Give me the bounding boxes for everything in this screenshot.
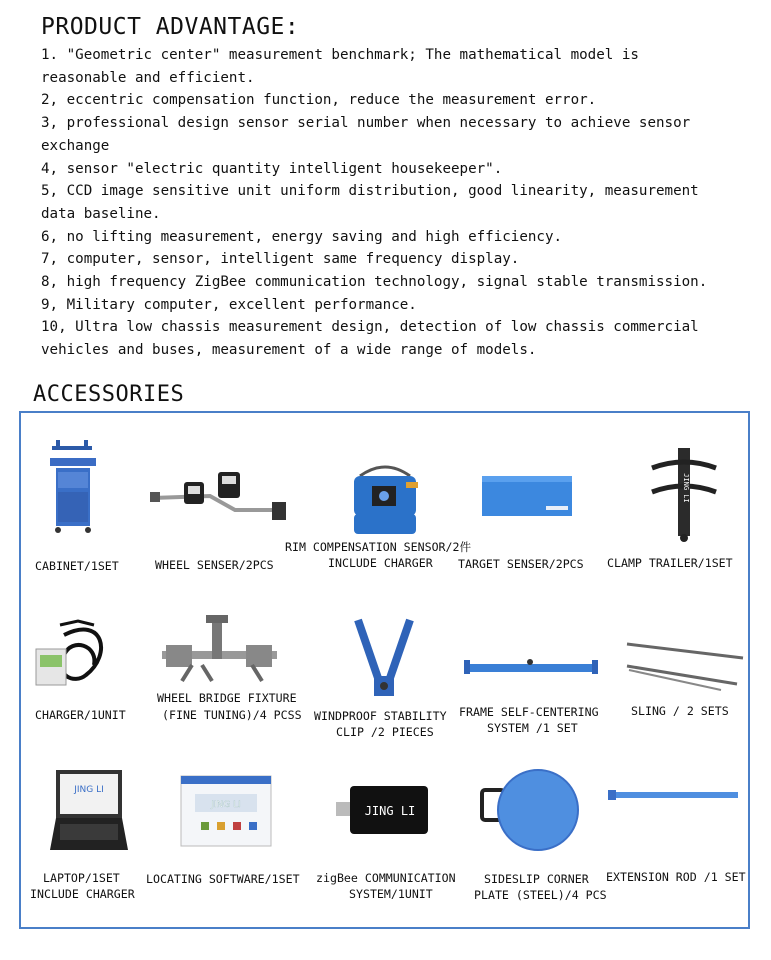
advantage-line: 6, no lifting measurement, energy saving and high efficiency. <box>41 228 563 245</box>
windproof-clip-label-1: WINDPROOF STABILITY <box>314 709 447 723</box>
windproof-clip-image <box>352 618 416 700</box>
target-sensor-label: TARGET SENSER/2PCS <box>458 557 584 571</box>
cabinet-label: CABINET/1SET <box>35 559 119 573</box>
frame-self-centering-label-2: SYSTEM /1 SET <box>487 721 578 735</box>
sideslip-plate-label-1: SIDESLIP CORNER <box>484 872 589 886</box>
rim-compensation-sensor-image <box>350 462 420 538</box>
laptop-brand-text: JING LI <box>74 785 104 795</box>
sling-image <box>625 640 745 692</box>
advantage-line: 7, computer, sensor, intelligent same frequency display. <box>41 251 520 268</box>
clamp-trailer-label: CLAMP TRAILER/1SET <box>607 556 733 570</box>
advantage-line: 9, Military computer, excellent performance. <box>41 296 417 313</box>
zigbee-brand-text: JING LI <box>364 804 416 818</box>
sideslip-plate-image <box>482 768 580 852</box>
locating-software-label: LOCATING SOFTWARE/1SET <box>146 872 300 886</box>
charger-label: CHARGER/1UNIT <box>35 708 126 722</box>
advantage-line: 1. "Geometric center" measurement benchmark; The mathematical model is <box>41 47 639 63</box>
advantage-line: 4, sensor "electric quantity intelligent housekeeper". <box>41 160 503 177</box>
laptop-label-1: LAPTOP/1SET <box>43 871 120 885</box>
frame-self-centering-label-1: FRAME SELF-CENTERING <box>459 705 599 719</box>
advantage-line: 3, professional design sensor serial number when necessary to achieve sensor <box>41 115 691 132</box>
advantage-line: exchange <box>41 137 110 154</box>
clamp-brand-text: JING LI <box>682 473 690 503</box>
frame-self-centering-image <box>464 658 598 676</box>
zigbee-label-1: zigBee COMMUNICATION <box>316 871 456 885</box>
sling-label: SLING / 2 SETS <box>631 704 729 718</box>
laptop-image <box>50 768 128 852</box>
sideslip-plate-label-2: PLATE (STEEL)/4 PCS <box>474 888 607 902</box>
advantage-line: 2, eccentric compensation function, reduce the measurement error. <box>41 92 597 109</box>
advantage-list <box>41 44 761 362</box>
product-advantage-title: PRODUCT ADVANTAGE: <box>41 14 300 40</box>
rim-compensation-label-1: RIM COMPENSATION SENSOR/2件 <box>285 540 472 554</box>
wheel-sensor-label: WHEEL SENSER/2PCS <box>155 558 274 572</box>
wheel-bridge-label-2: (FINE TUNING)/4 PCSS <box>162 708 302 722</box>
charger-image <box>34 615 114 687</box>
laptop-label-2: INCLUDE CHARGER <box>30 887 135 901</box>
extension-rod-image <box>608 788 738 802</box>
zigbee-image <box>336 780 428 838</box>
clamp-trailer-image <box>644 448 724 542</box>
software-brand-text: JING LI <box>211 800 241 810</box>
cabinet-image <box>42 440 104 535</box>
wheel-bridge-fixture-image <box>162 615 277 685</box>
windproof-clip-label-2: CLIP /2 PIECES <box>336 725 434 739</box>
advantage-line: reasonable and efficient. <box>41 69 255 86</box>
rim-compensation-label-2: INCLUDE CHARGER <box>328 556 433 570</box>
accessories-title: ACCESSORIES <box>33 382 185 407</box>
extension-rod-label: EXTENSION ROD /1 SET <box>606 870 746 884</box>
zigbee-label-2: SYSTEM/1UNIT <box>349 887 433 901</box>
advantage-line: vehicles and buses, measurement of a wide range of models. <box>41 342 537 359</box>
wheel-sensor-image <box>150 470 288 525</box>
advantage-line: 8, high frequency ZigBee communication technology, signal stable transmission. <box>41 274 708 291</box>
locating-software-image <box>181 776 271 846</box>
target-sensor-image <box>482 476 574 518</box>
advantage-line: data baseline. <box>41 205 161 222</box>
advantage-line: 10, Ultra low chassis measurement design, detection of low chassis commercial <box>41 319 699 336</box>
wheel-bridge-label-1: WHEEL BRIDGE FIXTURE <box>157 691 297 705</box>
advantage-line: 5, CCD image sensitive unit uniform distribution, good linearity, measurement <box>41 183 699 200</box>
